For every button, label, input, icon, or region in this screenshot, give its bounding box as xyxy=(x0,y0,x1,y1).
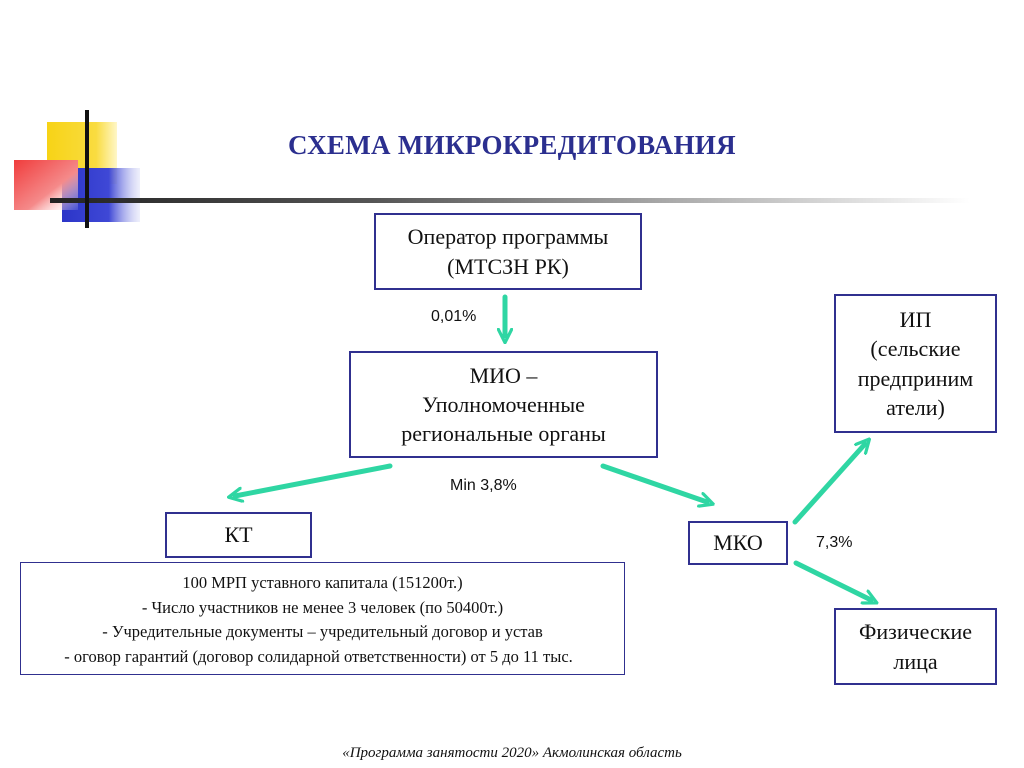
kt-label: КТ xyxy=(224,522,253,548)
kt-requirement-line: - оговор гарантий (договор солидарной ответственности) от 5 до 11 тыс. xyxy=(64,646,573,666)
rate-mko: 7,3% xyxy=(816,534,853,551)
ip-box xyxy=(834,294,997,433)
arrow-mko-to-fl xyxy=(796,563,871,600)
operator-box xyxy=(374,213,642,290)
mio-label: МИО – Уполномоченные региональные органы xyxy=(401,362,606,447)
kt-requirement-line: - Учредительные документы – учредительный договор и устав xyxy=(102,622,543,641)
kt-box xyxy=(165,512,312,558)
mko-box xyxy=(688,521,788,565)
kt-requirement-line: 100 МРП уставного капитала (151200т.) xyxy=(182,573,463,592)
operator-label: Оператор программы (МТСЗН РК) xyxy=(407,224,609,279)
mko-label: МКО xyxy=(713,530,763,556)
arrow-mio-to-mko xyxy=(603,466,707,502)
arrow-mio-to-kt xyxy=(235,466,390,496)
ip-label: ИП (сельские предприним атели) xyxy=(857,307,974,420)
kt-requirement-line: - Число участников не менее 3 человек (по 50400т.) xyxy=(141,597,504,617)
arrow-mko-to-ip xyxy=(795,444,865,522)
mio-box xyxy=(349,351,658,458)
individuals-box xyxy=(834,608,997,685)
rate-mio-min: Min 3,8% xyxy=(450,477,517,494)
slide-title: СХЕМА МИКРОКРЕДИТОВАНИЯ xyxy=(288,130,736,160)
individuals-label: Физические лица xyxy=(859,619,972,674)
kt-requirements-box xyxy=(20,562,625,675)
slide-footer: «Программа занятости 2020» Акмолинская область xyxy=(342,745,682,761)
rate-operator-to-mio: 0,01% xyxy=(431,308,477,325)
